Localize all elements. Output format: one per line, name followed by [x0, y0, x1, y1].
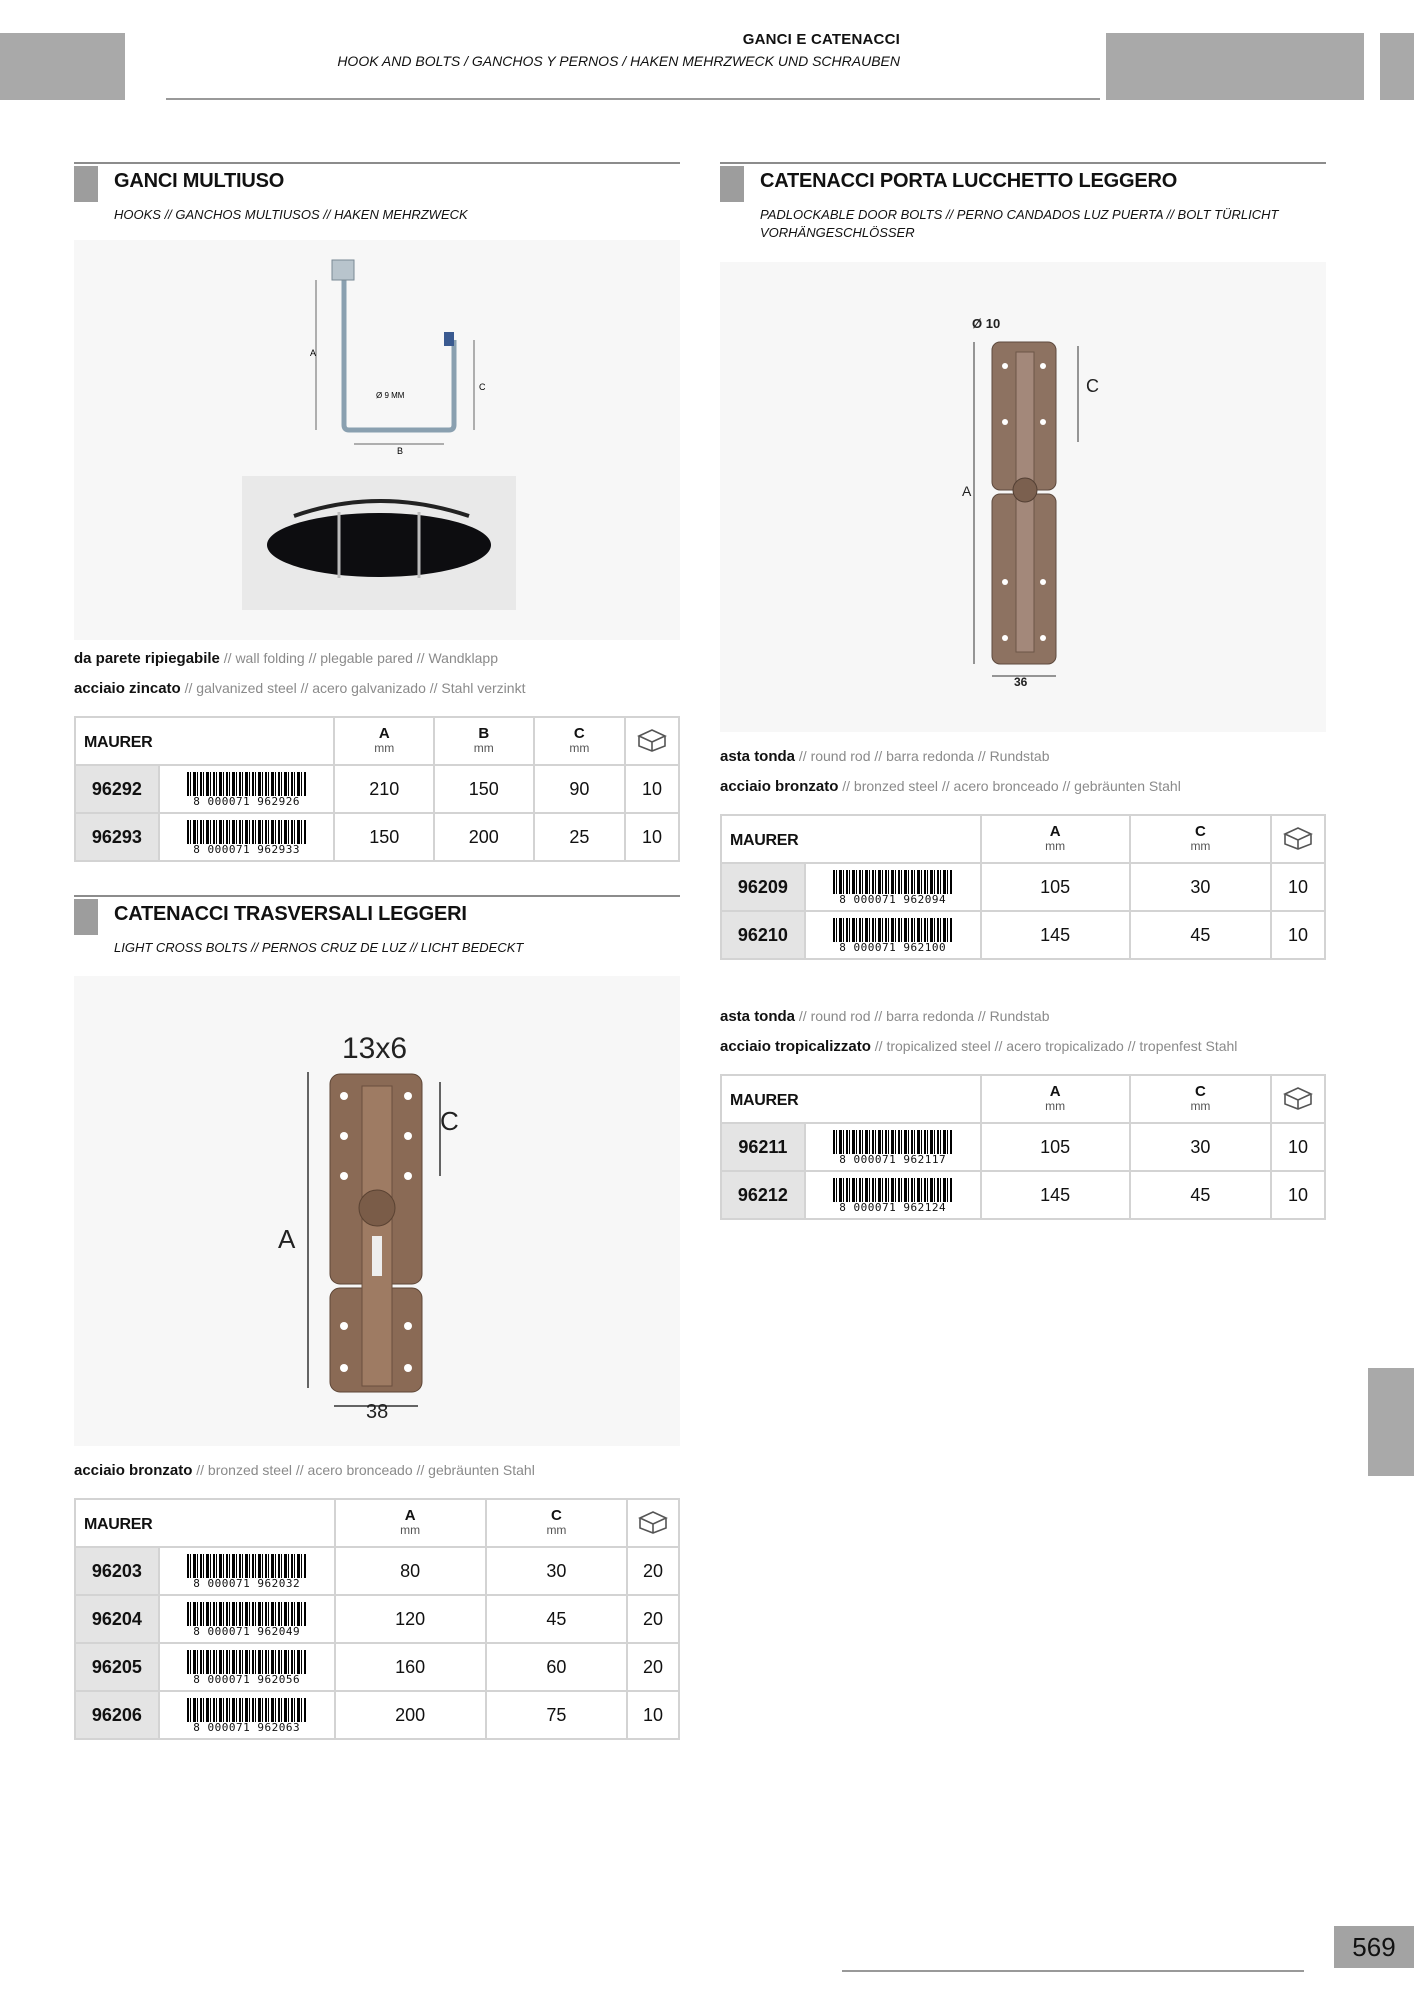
padlock-label-c: C [1086, 376, 1099, 396]
padlock-label-width: 36 [1014, 675, 1028, 689]
spec-translation: // tropicalized steel // acero tropicalizado // tropenfest Stahl [870, 1038, 1238, 1054]
column-header-c: C mm [1190, 1083, 1211, 1113]
value-a: 120 [335, 1595, 486, 1643]
package-box-icon [1281, 824, 1315, 850]
column-header-c: C mm [1190, 823, 1211, 853]
padlock-label-a: A [962, 483, 972, 499]
column-header-a: A mm [1045, 1083, 1066, 1113]
table-header-row [721, 1075, 1325, 1123]
value-qty: 10 [627, 1691, 679, 1739]
lucchetto-group2-spec-line-2 [720, 1036, 1237, 1057]
page-header-title: GANCI E CATENACCI [742, 31, 900, 48]
padlock-label-diameter: Ø 10 [972, 316, 1001, 331]
bolt-label-size: 13x6 [342, 1032, 408, 1065]
product-code: 96203 [75, 1547, 159, 1595]
barcode: 8 000071 962032 [183, 1552, 311, 1590]
bolt-label-a: A [278, 1224, 296, 1254]
section-catenacci-trasversali [74, 895, 680, 955]
value-qty: 10 [1271, 863, 1325, 911]
value-qty: 20 [627, 1643, 679, 1691]
trasversali-spec-line-1 [74, 1460, 535, 1481]
value-qty: 10 [1271, 1123, 1325, 1171]
bolt-label-c: C [440, 1106, 459, 1136]
package-box-icon [635, 726, 669, 752]
ganci-spec-line-1 [74, 648, 498, 669]
table-row [721, 863, 1325, 911]
section-marker [720, 166, 744, 202]
spec-bold: asta tonda [720, 1008, 796, 1025]
barcode: 8 000071 962063 [183, 1696, 311, 1734]
value-a: 200 [335, 1691, 486, 1739]
page-header-subtitle: HOOK AND BOLTS / GANCHOS Y PERNOS / HAKEN MEHRZWECK UND SCHRAUBEN [337, 53, 900, 69]
value-b: 200 [434, 813, 534, 861]
section-ganci-multiuso [74, 162, 680, 222]
value-a: 160 [335, 1643, 486, 1691]
value-c: 75 [486, 1691, 627, 1739]
value-a: 150 [334, 813, 434, 861]
header-gray-tab-right [1106, 33, 1364, 100]
value-a: 145 [981, 911, 1130, 959]
hook-label-b: B [397, 446, 404, 456]
hook-label-diameter: Ø 9 MM [376, 391, 405, 400]
cross-bolt-diagram [74, 976, 680, 1446]
product-code: 96211 [721, 1123, 805, 1171]
table-header-row [721, 815, 1325, 863]
product-code: 96293 [75, 813, 159, 861]
spec-translation: // round rod // barra redonda // Rundstab [795, 1008, 1050, 1024]
barcode: 8 000071 962124 [829, 1176, 957, 1214]
barcode: 8 000071 962117 [829, 1128, 957, 1166]
value-qty: 10 [1271, 1171, 1325, 1219]
table-row [75, 813, 679, 861]
value-a: 210 [334, 765, 434, 813]
section-title: CATENACCI PORTA LUCCHETTO LEGGERO [760, 170, 1178, 192]
product-code: 96209 [721, 863, 805, 911]
lucchetto-group2-spec-line-1 [720, 1006, 1050, 1027]
table-row [75, 1547, 679, 1595]
value-qty: 10 [625, 813, 679, 861]
column-header-a: A mm [374, 725, 395, 755]
spec-translation: // bronzed steel // acero bronceado // gebräunten Stahl [838, 778, 1181, 794]
table-row [721, 1123, 1325, 1171]
barcode: 8 000071 962926 [183, 770, 311, 808]
value-a: 105 [981, 1123, 1130, 1171]
hook-label-c: C [479, 382, 486, 392]
table-row [721, 1171, 1325, 1219]
page-number: 569 [1334, 1926, 1414, 1968]
column-header-a: A mm [400, 1507, 421, 1537]
table-row [75, 1691, 679, 1739]
brand-logo: MAURER [730, 831, 799, 849]
section-subtitle: LIGHT CROSS BOLTS // PERNOS CRUZ DE LUZ // LICHT BEDECKT [114, 940, 524, 955]
value-c: 30 [1130, 863, 1271, 911]
lucchetto-group1-spec-line-2 [720, 776, 1181, 797]
value-c: 25 [534, 813, 626, 861]
side-thumb-tab [1368, 1368, 1414, 1476]
product-code: 96210 [721, 911, 805, 959]
hook-label-a: A [310, 348, 317, 358]
table-row [75, 1595, 679, 1643]
barcode: 8 000071 962933 [183, 818, 311, 856]
section-subtitle: PADLOCKABLE DOOR BOLTS // PERNO CANDADOS LUZ PUERTA // BOLT TÜRLICHT VORHÄNGESCHLÖSSER [760, 207, 1279, 240]
value-c: 45 [1130, 911, 1271, 959]
brand-logo: MAURER [84, 1515, 153, 1533]
spec-bold: acciaio tropicalizzato [720, 1038, 871, 1055]
value-c: 45 [486, 1595, 627, 1643]
barcode: 8 000071 962100 [829, 916, 957, 954]
product-code: 96204 [75, 1595, 159, 1643]
lucchetto-tropicalizzato-table [720, 1074, 1326, 1220]
section-rule [720, 162, 1326, 164]
value-a: 80 [335, 1547, 486, 1595]
table-row [75, 765, 679, 813]
value-b: 150 [434, 765, 534, 813]
lucchetto-bronzato-table [720, 814, 1326, 960]
value-c: 30 [1130, 1123, 1271, 1171]
section-title: CATENACCI TRASVERSALI LEGGERI [114, 903, 467, 925]
spec-translation: // bronzed steel // acero bronceado // gebräunten Stahl [192, 1462, 535, 1478]
hook-product-image [74, 240, 680, 640]
footer-rule [842, 1970, 1304, 1972]
header-gray-tab-left [0, 33, 125, 100]
trasversali-product-table [74, 1498, 680, 1740]
value-qty: 10 [625, 765, 679, 813]
lucchetto-group1-spec-line-1 [720, 746, 1050, 767]
section-rule [74, 162, 680, 164]
value-c: 90 [534, 765, 626, 813]
spec-translation: // round rod // barra redonda // Rundstab [795, 748, 1050, 764]
section-rule [74, 895, 680, 897]
spec-bold: acciaio bronzato [74, 1462, 193, 1479]
barcode: 8 000071 962049 [183, 1600, 311, 1638]
column-header-b: B mm [473, 725, 494, 755]
product-code: 96212 [721, 1171, 805, 1219]
value-c: 30 [486, 1547, 627, 1595]
hook-diagram [74, 240, 680, 640]
value-c: 45 [1130, 1171, 1271, 1219]
table-header-row [75, 717, 679, 765]
bolt-label-width: 38 [366, 1401, 389, 1423]
table-row [75, 1643, 679, 1691]
column-header-c: C mm [546, 1507, 567, 1537]
column-header-a: A mm [1045, 823, 1066, 853]
table-header-row [75, 1499, 679, 1547]
brand-logo: MAURER [730, 1091, 799, 1109]
spec-translation: // wall folding // plegable pared // Wandklapp [219, 650, 498, 666]
spec-translation: // galvanized steel // acero galvanizado // Stahl verzinkt [180, 680, 526, 696]
package-box-icon [636, 1508, 670, 1534]
product-code: 96206 [75, 1691, 159, 1739]
header-rule [166, 98, 1100, 100]
cross-bolt-product-image [74, 976, 680, 1446]
section-marker [74, 166, 98, 202]
value-qty: 20 [627, 1547, 679, 1595]
product-code: 96205 [75, 1643, 159, 1691]
value-qty: 20 [627, 1595, 679, 1643]
spec-bold: asta tonda [720, 748, 796, 765]
value-a: 145 [981, 1171, 1130, 1219]
value-c: 60 [486, 1643, 627, 1691]
spec-bold: acciaio bronzato [720, 778, 839, 795]
ganci-product-table [74, 716, 680, 862]
barcode: 8 000071 962056 [183, 1648, 311, 1686]
padlock-bolt-product-image [720, 262, 1326, 732]
product-code: 96292 [75, 765, 159, 813]
barcode: 8 000071 962094 [829, 868, 957, 906]
brand-logo: MAURER [84, 733, 153, 751]
table-row [721, 911, 1325, 959]
section-subtitle: HOOKS // GANCHOS MULTIUSOS // HAKEN MEHRZWECK [114, 207, 468, 222]
package-box-icon [1281, 1084, 1315, 1110]
ganci-spec-line-2 [74, 678, 525, 699]
section-catenacci-lucchetto [720, 162, 1326, 242]
spec-bold: da parete ripiegabile [74, 650, 220, 667]
header-gray-tab-edge [1380, 33, 1414, 100]
padlock-bolt-diagram [720, 262, 1326, 732]
section-marker [74, 899, 98, 935]
column-header-c: C mm [569, 725, 590, 755]
value-qty: 10 [1271, 911, 1325, 959]
value-a: 105 [981, 863, 1130, 911]
spec-bold: acciaio zincato [74, 680, 181, 697]
section-title: GANCI MULTIUSO [114, 170, 285, 192]
